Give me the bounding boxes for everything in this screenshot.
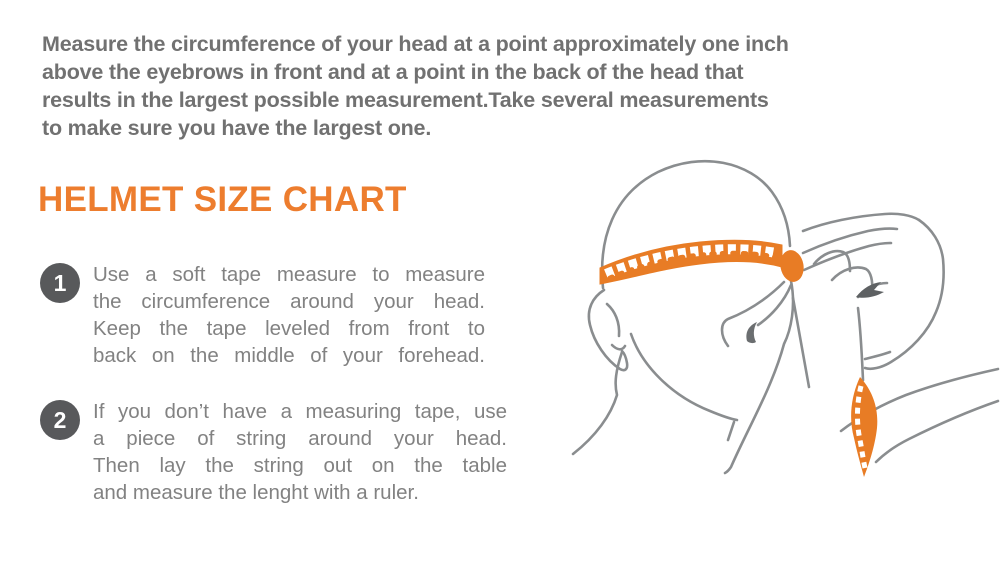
hand [793, 214, 998, 462]
neck-shoulder-line [573, 352, 622, 454]
step-2-line: a piece of string around your head. [93, 427, 507, 450]
step-1-line: Keep the tape leveled from front to [93, 317, 485, 340]
intro-line: above the eyebrows in front and at a point in the back of the head that [42, 60, 744, 84]
step-1-number: 1 [53, 269, 67, 296]
ear [589, 290, 627, 370]
step-1-number-badge [40, 263, 80, 303]
step-2-text [93, 398, 507, 506]
finger-curl [814, 251, 850, 271]
step-2-line: Then lay the string out on the table [93, 454, 507, 477]
head-measurement-illustration [570, 140, 1000, 568]
step-2-line: If you don’t have a measuring tape, use [93, 400, 507, 423]
knuckle-line [803, 214, 919, 231]
intro-line: Measure the circumference of your head at a point approximately one inch [42, 32, 789, 56]
jaw-line [631, 334, 737, 420]
step-2-number-badge [40, 400, 80, 440]
tape-pull-line [803, 229, 897, 253]
page-title: HELMET SIZE CHART [38, 180, 407, 219]
step-2-line: and measure the lenght with a ruler. [93, 481, 419, 504]
step-2-number: 2 [53, 406, 67, 433]
palm-line-2 [858, 308, 863, 380]
nape-shadow-wedge [746, 322, 757, 343]
step-1-text [93, 261, 485, 369]
step-2 [40, 398, 507, 506]
intro-line: to make sure you have the largest one. [42, 116, 432, 140]
intro-paragraph [42, 30, 789, 142]
step-1-line: back on the middle of your forehead. [93, 344, 485, 367]
measuring-tape-band [600, 240, 806, 284]
palm-line [793, 298, 809, 387]
step-1 [40, 261, 485, 369]
step-1-line: Use a soft tape measure to measure [93, 263, 485, 286]
intro-line: results in the largest possible measurement.Take several measurements [42, 88, 769, 112]
chin-notch [728, 422, 734, 440]
tape-tail [851, 377, 877, 477]
forearm-line-2 [876, 401, 998, 462]
step-1-line: the circumference around your head. [93, 290, 485, 313]
nape-line [725, 281, 793, 473]
head-outline [573, 161, 793, 473]
finger-spur [865, 352, 890, 359]
